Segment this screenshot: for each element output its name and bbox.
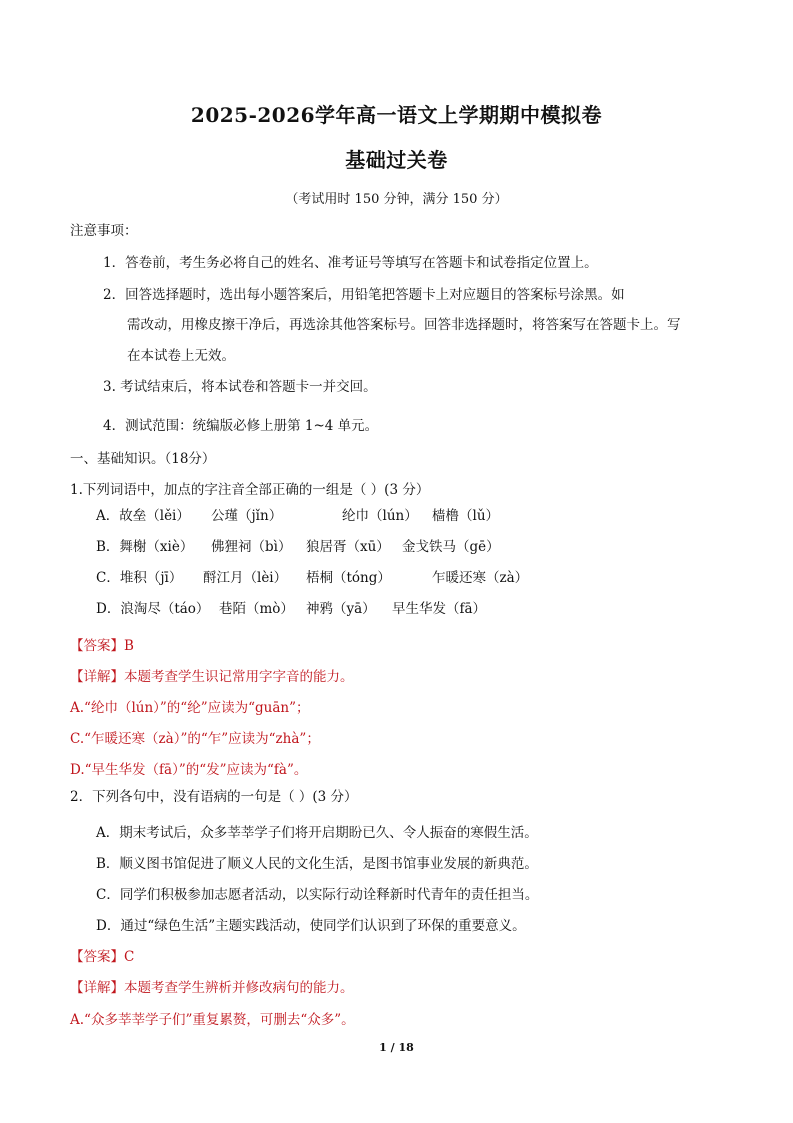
detail-text: 本题考查学生识记常用字字音的能力。 xyxy=(124,669,354,685)
section-heading: 一、基础知识。（18分） xyxy=(70,451,216,467)
notice-item-1: 1．答卷前，考生务必将自己的姓名、准考证号等填写在答题卡和试卷指定位置上。 xyxy=(103,255,598,271)
q1-option-d-1: D．浪淘尽（táo） xyxy=(96,601,210,617)
notice-item-3: 3. 考试结束后，将本试卷和答题卡一并交回。 xyxy=(103,379,377,395)
q1-explain-d: D.“早生华发（fā）”的“发”应读为“fà”。 xyxy=(70,762,308,778)
q2-option-a: A．期末考试后，众多莘莘学子们将开启期盼已久、令人振奋的寒假生活。 xyxy=(96,825,538,841)
page-number: 1 / 18 xyxy=(379,1041,414,1054)
q1-option-d-4: 早生华发（fā） xyxy=(392,601,487,617)
q2-option-b: B．顺义图书馆促进了顺义人民的文化生活，是图书馆事业发展的新典范。 xyxy=(96,856,538,872)
q1-option-c-4: 乍暖还寒（zà） xyxy=(432,570,529,586)
q2-option-d: D．通过“绿色生活”主题实践活动，使同学们认识到了环保的重要意义。 xyxy=(96,918,526,934)
q1-option-b-2: 佛狸祠（bì） xyxy=(211,539,292,555)
q2-detail xyxy=(70,979,354,997)
q1-option-b-3: 狼居胥（xū） xyxy=(306,539,390,555)
q1-detail xyxy=(70,668,354,686)
answer-value: C xyxy=(124,949,135,965)
q1-option-a-4: 樯橹（lǔ） xyxy=(432,508,500,524)
detail-tag: 【详解】 xyxy=(70,980,124,996)
exam-title: 2025-2026学年高一语文上学期期中模拟卷 xyxy=(190,103,603,127)
notice-item-4: 4．测试范围：统编版必修上册第 1~4 单元。 xyxy=(103,418,379,434)
detail-text: 本题考查学生辨析并修改病句的能力。 xyxy=(124,980,354,996)
answer-tag: 【答案】 xyxy=(70,949,124,965)
q1-explain-a: A.“纶巾（lún）”的“纶”应读为“guān”； xyxy=(70,700,310,716)
q1-option-a-1: A．故垒（lěi） xyxy=(96,508,190,524)
time-note: （考试用时 150 分钟，满分 150 分） xyxy=(285,192,508,207)
q2-answer xyxy=(70,948,134,966)
notice-item-2-line-2: 需改动，用橡皮擦干净后，再选涂其他答案标号。回答非选择题时，将答案写在答题卡上。写 xyxy=(127,317,681,333)
answer-tag: 【答案】 xyxy=(70,638,124,654)
notice-heading: 注意事项： xyxy=(70,223,138,239)
q1-explain-c: C.“乍暖还寒（zà）”的“乍”应读为“zhà”； xyxy=(70,731,320,747)
notice-item-2-line-1: 2．回答选择题时，选出每小题答案后，用铅笔把答题卡上对应题目的答案标号涂黑。如 xyxy=(103,287,625,303)
q1-answer xyxy=(70,637,134,655)
notice-item-2-line-3: 在本试卷上无效。 xyxy=(127,348,235,364)
exam-subtitle: 基础过关卷 xyxy=(345,148,448,172)
question-2-stem: 2．下列各句中，没有语病的一句是（ ）(3 分） xyxy=(70,789,358,805)
q1-option-a-2: 公瑾（jǐn） xyxy=(211,508,283,524)
q1-option-d-2: 巷陌（mò） xyxy=(219,601,294,617)
detail-tag: 【详解】 xyxy=(70,669,124,685)
answer-value: B xyxy=(124,638,134,654)
q1-option-c-1: C．堆积（jī） xyxy=(96,570,183,586)
q1-option-a-3: 纶巾（lún） xyxy=(342,508,418,524)
q2-option-c: C．同学们积极参加志愿者活动，以实际行动诠释新时代青年的责任担当。 xyxy=(96,887,539,903)
q1-option-d-3: 神鸦（yā） xyxy=(306,601,376,617)
q1-option-c-3: 梧桐（tóng） xyxy=(306,570,391,586)
q1-option-b-1: B．舞榭（xiè） xyxy=(96,539,194,555)
q1-option-c-2: 酹江月（lèi） xyxy=(203,570,288,586)
question-1-stem: 1.下列词语中，加点的字注音全部正确的一组是（ ）(3 分） xyxy=(70,482,430,498)
q1-option-b-4: 金戈铁马（gē） xyxy=(402,539,500,555)
q2-explain-a: A.“众多莘莘学子们”重复累赘，可删去“众多”。 xyxy=(70,1012,355,1028)
